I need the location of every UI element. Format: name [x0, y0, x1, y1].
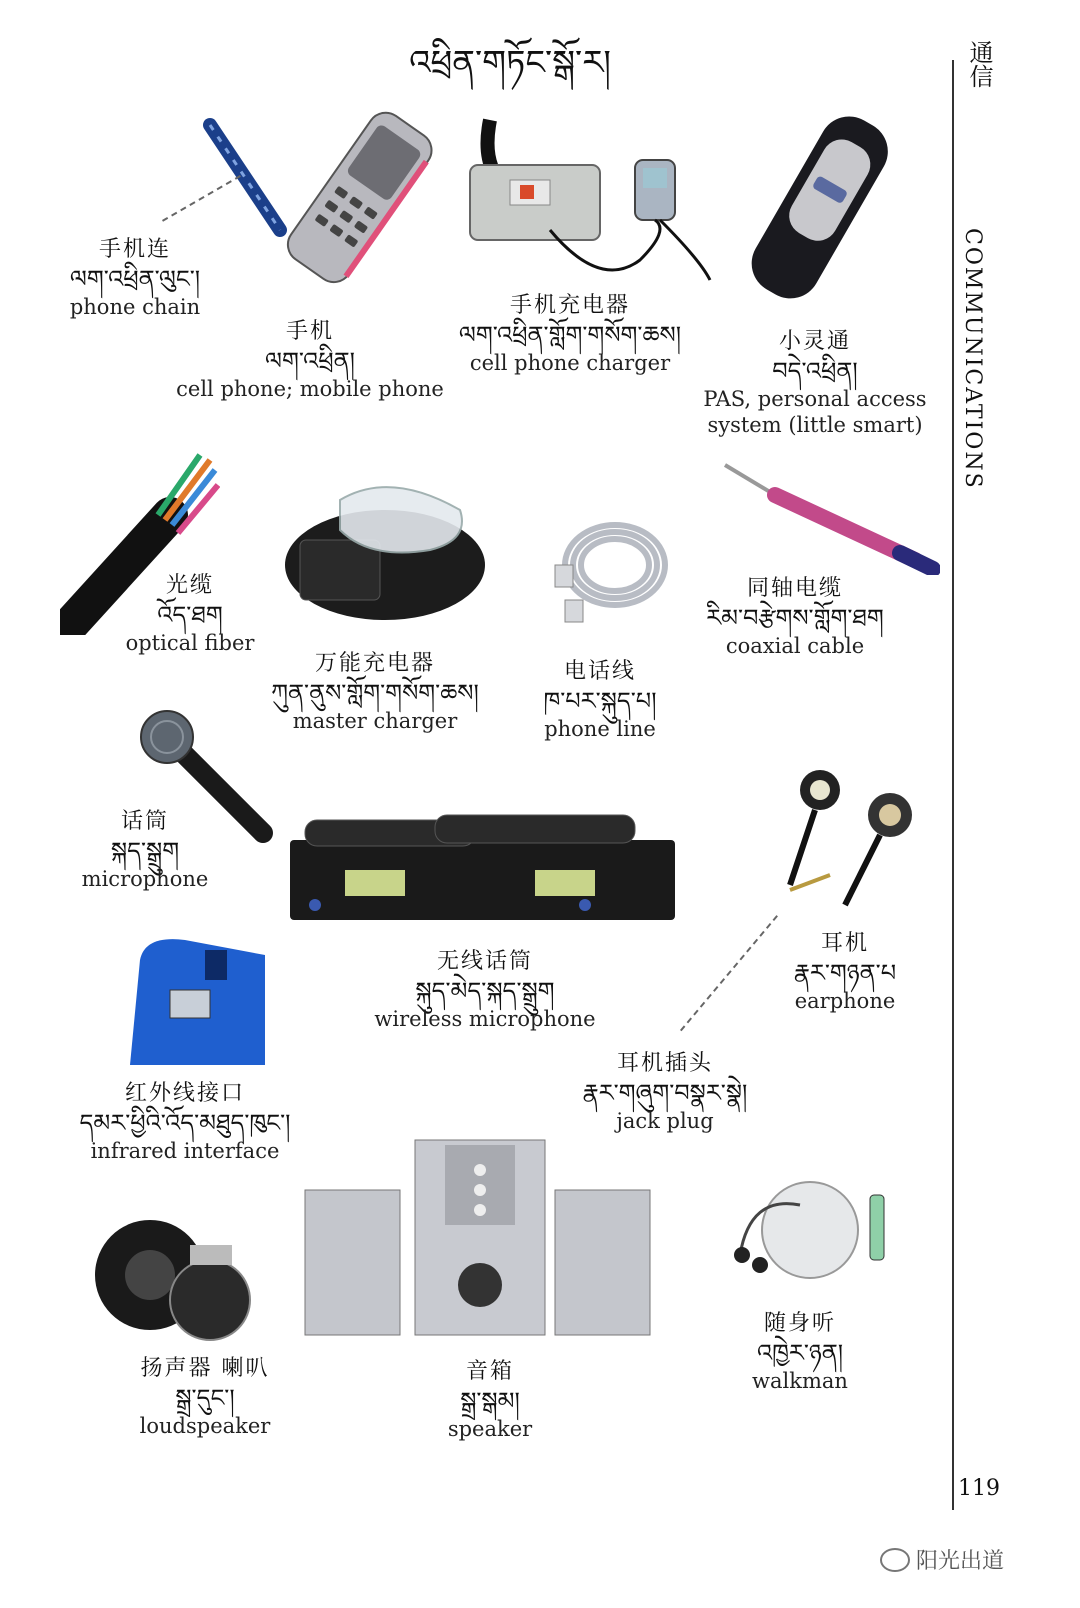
wechat-icon	[880, 1548, 910, 1572]
jack-plug-label	[570, 1050, 760, 1134]
cell-phone-en: cell phone; mobile phone	[176, 376, 444, 401]
optical-fiber-label	[110, 572, 270, 656]
microphone-en: microphone	[81, 866, 209, 891]
watermark-text: 阳光出道	[916, 1549, 1005, 1574]
side-rule	[952, 60, 954, 1510]
coaxial-cn: 同轴电缆	[746, 576, 843, 601]
phone-chain-label	[55, 236, 215, 320]
infrared-bo: དམར་ཕྱིའི་འོད་མཐུད་ཁུང་།	[79, 1108, 291, 1137]
coaxial-cable-picture	[715, 455, 940, 575]
microphone-bo: སྐད་སྒྲུག	[110, 836, 180, 865]
cell-phone-picture	[270, 105, 450, 290]
charger-cn: 手机充电器	[509, 293, 630, 318]
side-title-cn: 通信	[965, 40, 993, 88]
walkman-bo: འཁྱེར་ཉན།	[756, 1338, 844, 1367]
walkman-picture	[730, 1175, 895, 1300]
loudspeaker-label	[110, 1355, 300, 1439]
speaker-cn: 音箱	[465, 1359, 514, 1384]
speaker-label	[415, 1358, 565, 1442]
watermark	[880, 1544, 1004, 1575]
wireless-mic-en: wireless microphone	[374, 1006, 596, 1031]
charger-label	[450, 292, 690, 376]
phone-chain-cn: 手机连	[98, 237, 171, 262]
master-charger-cn: 万能充电器	[314, 651, 435, 676]
charger-bo: ལག་འཕྲིན་གློག་གསོག་ཆས།	[458, 320, 682, 349]
pas-bo: བདེ་འཕྲིན།	[772, 356, 858, 385]
phone-chain-bo: ལག་འཕྲིན་ལུང་།	[69, 264, 201, 293]
charger-picture	[460, 110, 730, 285]
phone-line-picture	[545, 505, 675, 630]
phone-line-cn: 电话线	[563, 659, 636, 684]
phone-line-bo: ཁ་པར་སྐུད་པ།	[543, 686, 657, 715]
coaxial-label	[700, 575, 890, 659]
speaker-bo: སྒྲ་སྒམ།	[460, 1386, 520, 1415]
jack-plug-bo: རྣར་གཞུག་བསྣར་སྣེ།	[582, 1078, 748, 1107]
phone-chain-en: phone chain	[69, 294, 201, 319]
microphone-cn: 话筒	[120, 809, 169, 834]
page-number: 119	[958, 1476, 1000, 1501]
speaker-en: speaker	[447, 1416, 533, 1441]
wireless-microphone-picture	[285, 800, 680, 925]
earphone-label	[780, 930, 910, 1014]
loudspeaker-en: loudspeaker	[139, 1413, 271, 1438]
cell-phone-label	[175, 318, 445, 402]
microphone-label	[75, 808, 215, 892]
loudspeaker-cn: 扬声器 喇叭	[140, 1356, 270, 1381]
side-title-en: COMMUNICATIONS	[960, 228, 985, 490]
infrared-interface-picture	[125, 930, 270, 1065]
master-charger-bo: ཀུན་ནུས་གློག་གསོག་ཆས།	[271, 678, 479, 707]
master-charger-label	[265, 650, 485, 734]
jack-plug-en: jack plug	[616, 1108, 714, 1133]
walkman-cn: 随身听	[763, 1311, 836, 1336]
walkman-en: walkman	[752, 1368, 848, 1393]
wireless-mic-cn: 无线话筒	[436, 949, 533, 974]
master-charger-en: master charger	[292, 708, 458, 733]
optical-fiber-cn: 光缆	[165, 573, 214, 598]
speaker-picture	[300, 1135, 655, 1340]
infrared-label	[70, 1080, 300, 1164]
cell-phone-bo: ལག་འཕྲིན།	[265, 346, 355, 375]
earphone-en: earphone	[794, 988, 896, 1013]
pas-phone-picture	[745, 100, 895, 315]
phone-line-en: phone line	[544, 716, 656, 741]
infrared-cn: 红外线接口	[124, 1081, 245, 1106]
loudspeaker-picture	[90, 1215, 255, 1345]
walkman-label	[730, 1310, 870, 1394]
pas-cn: 小灵通	[778, 329, 851, 354]
phone-line-label	[520, 658, 680, 742]
pas-en: PAS, personal access	[703, 386, 927, 411]
master-charger-picture	[280, 470, 490, 630]
pas-label	[700, 328, 930, 438]
coaxial-en: coaxial cable	[725, 633, 865, 658]
infrared-en: infrared interface	[90, 1138, 280, 1163]
loudspeaker-bo: སྒྲ་དུང་།	[175, 1383, 235, 1412]
charger-en: cell phone charger	[469, 350, 671, 375]
wireless-mic-bo: སྐུད་མེད་སྐད་སྒྲུག	[415, 976, 555, 1005]
earphone-bo: རྣར་གཉན་པ	[793, 958, 897, 987]
optical-fiber-bo: འོད་ཐག	[157, 600, 223, 629]
jack-plug-leader	[680, 915, 778, 1031]
coaxial-bo: རིམ་བརྩེགས་གློག་ཐག	[706, 603, 884, 632]
earphone-picture	[770, 765, 920, 910]
page-heading: འཕྲིན་གཏོང་སྒོ་ར།	[409, 43, 611, 83]
wireless-mic-label	[365, 948, 605, 1032]
pas-en-2: system (little smart)	[707, 412, 923, 437]
jack-plug-cn: 耳机插头	[616, 1051, 713, 1076]
earphone-cn: 耳机	[820, 931, 869, 956]
optical-fiber-en: optical fiber	[125, 630, 255, 655]
cell-phone-cn: 手机	[285, 319, 334, 344]
